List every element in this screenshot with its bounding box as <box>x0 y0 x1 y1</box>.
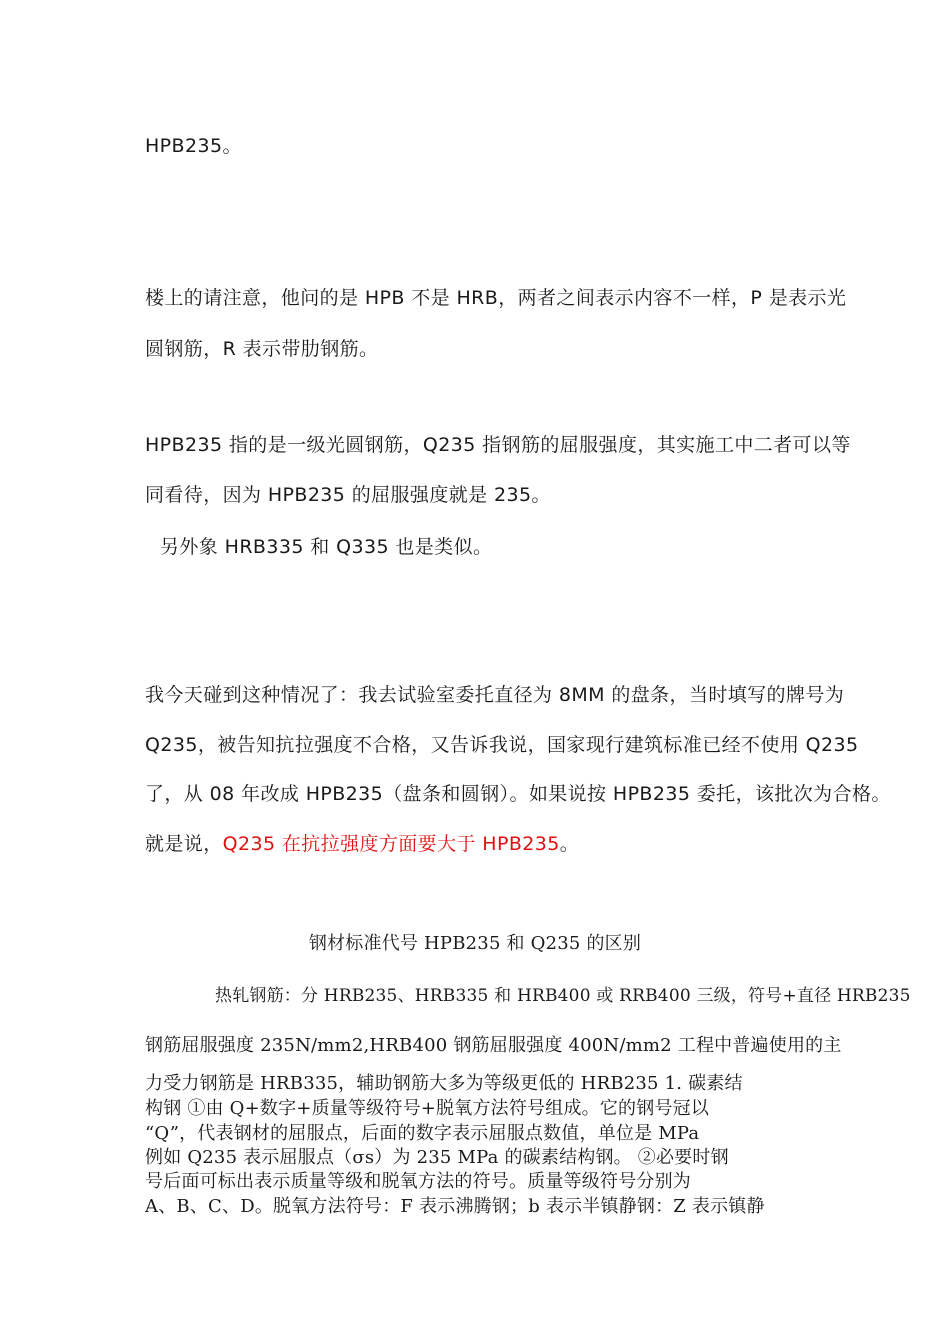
section-title: 钢材标准代号 HPB235 和 Q235 的区别 <box>308 933 642 954</box>
section-line: 例如 Q235 表示屈服点（σs）为 235 MPa 的碳素结构钢。 ②必要时钢 <box>145 1147 729 1168</box>
paragraph-line: 另外象 HRB335 和 Q335 也是类似。 <box>160 536 493 558</box>
section-line: 号后面可标出表示质量等级和脱氧方法的符号。质量等级符号分别为 <box>145 1171 691 1192</box>
paragraph-line: 了，从 08 年改成 HPB235（盘条和圆钢）。如果说按 HPB235 委托，该批次为合格。 <box>145 783 891 805</box>
paragraph-line: HPB235 指的是一级光圆钢筋，Q235 指钢筋的屈服强度，其实施工中二者可以等 <box>145 434 851 456</box>
section-line: 热轧钢筋：分 HRB235、HRB335 和 HRB400 或 RRB400 三级，符号+直径 HRB235 <box>215 986 911 1006</box>
section-line: A、B、C、D。脱氧方法符号：F 表示沸腾钢；b 表示半镇静钢：Z 表示镇静 <box>145 1196 765 1217</box>
section-line: 钢筋屈服强度 235N/mm2,HRB400 钢筋屈服强度 400N/mm2 工程中普遍使用的主 <box>145 1035 842 1056</box>
text-segment: 。 <box>559 833 580 855</box>
section-line: “Q”，代表钢材的屈服点，后面的数字表示屈服点数值，单位是 MPa <box>145 1123 700 1144</box>
paragraph-line: HPB235。 <box>145 135 242 157</box>
paragraph-line: 我今天碰到这种情况了：我去试验室委托直径为 8MM 的盘条，当时填写的牌号为 <box>145 684 845 706</box>
highlighted-text: Q235 在抗拉强度方面要大于 HPB235 <box>222 833 560 855</box>
section-line: 力受力钢筋是 HRB335，辅助钢筋大多为等级更低的 HRB235 1. 碳素结 <box>145 1073 743 1094</box>
paragraph-line: 同看待，因为 HPB235 的屈服强度就是 235。 <box>145 484 551 506</box>
paragraph-line: Q235，被告知抗拉强度不合格，又告诉我说，国家现行建筑标准已经不使用 Q235 <box>145 734 859 756</box>
section-line: 构钢 ①由 Q+数字+质量等级符号+脱氧方法符号组成。它的钢号冠以 <box>145 1098 710 1119</box>
paragraph-line: 楼上的请注意，他问的是 HPB 不是 HRB，两者之间表示内容不一样，P 是表示光 <box>145 287 847 309</box>
text-segment: 就是说， <box>145 833 223 855</box>
paragraph-line-highlight <box>145 832 579 856</box>
paragraph-line: 圆钢筋，R 表示带肋钢筋。 <box>145 338 379 360</box>
